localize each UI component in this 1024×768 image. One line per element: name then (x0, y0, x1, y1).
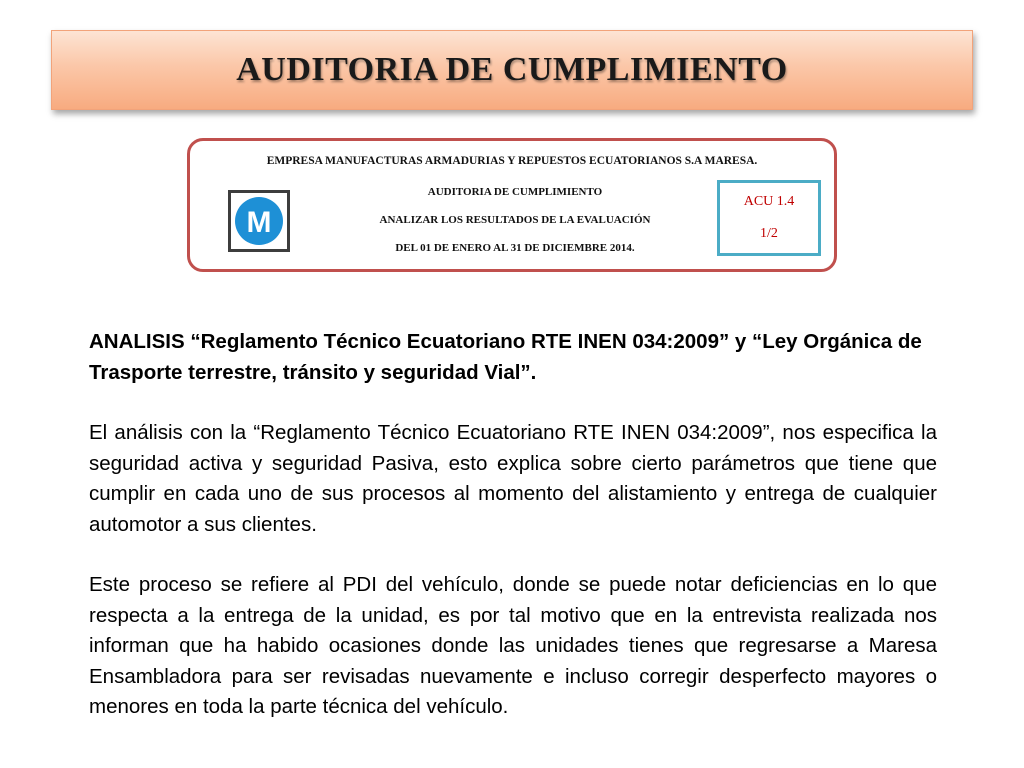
slide-title: AUDITORIA DE CUMPLIMIENTO (236, 51, 788, 88)
logo-letter: M (246, 206, 272, 239)
page-indicator: 1/2 (760, 226, 778, 241)
reference-code-box (717, 180, 821, 256)
company-name: EMPRESA MANUFACTURAS ARMADURIAS Y REPUESTOS ECUATORIANOS S.A MARESA. (266, 155, 758, 167)
title-banner (51, 30, 973, 110)
analysis-heading: ANALISIS “Reglamento Técnico Ecuatoriano RTE INEN 034:2009” y “Ley Orgánica de Trasporte terrestre, tránsito y seguridad Vial”. (89, 330, 922, 384)
maresa-logo-icon (228, 190, 290, 252)
paragraph-pdi-process: Este proceso se refiere al PDI del vehículo, donde se puede notar deficiencias en lo que respecta a la entrega de la unidad, es por tal motivo que en la entrevista realizada nos informan que ha habido ocasiones donde las unidades tienes que regresarse a Maresa Ensambladora para ser revisadas nuevamente e incluso corregir desperfecto mayores o menores en toda la parte técnica del vehículo. (89, 573, 937, 718)
paragraph-spacer (89, 540, 937, 570)
period-line: DEL 01 DE ENERO AL 31 DE DICIEMBRE 2014. (395, 242, 635, 254)
paragraph-regulation: El análisis con la “Reglamento Técnico Ecuatoriano RTE INEN 034:2009”, nos especifica la seguridad activa y seguridad Pasiva, esto explica sobre cierto parámetros que tiene que cumplir en cada uno de sus procesos al momento del alistamiento y entrega de cualquier automotor a sus clientes. (89, 421, 937, 536)
audit-type-line: AUDITORIA DE CUMPLIMIENTO (427, 186, 603, 198)
body-content (89, 327, 937, 723)
logo-graphic (232, 194, 286, 248)
paragraph-spacer (89, 388, 937, 418)
reference-code: ACU 1.4 (743, 194, 795, 209)
audit-header-box (187, 138, 837, 272)
analysis-line: ANALIZAR LOS RESULTADOS DE LA EVALUACIÓN (379, 214, 651, 226)
